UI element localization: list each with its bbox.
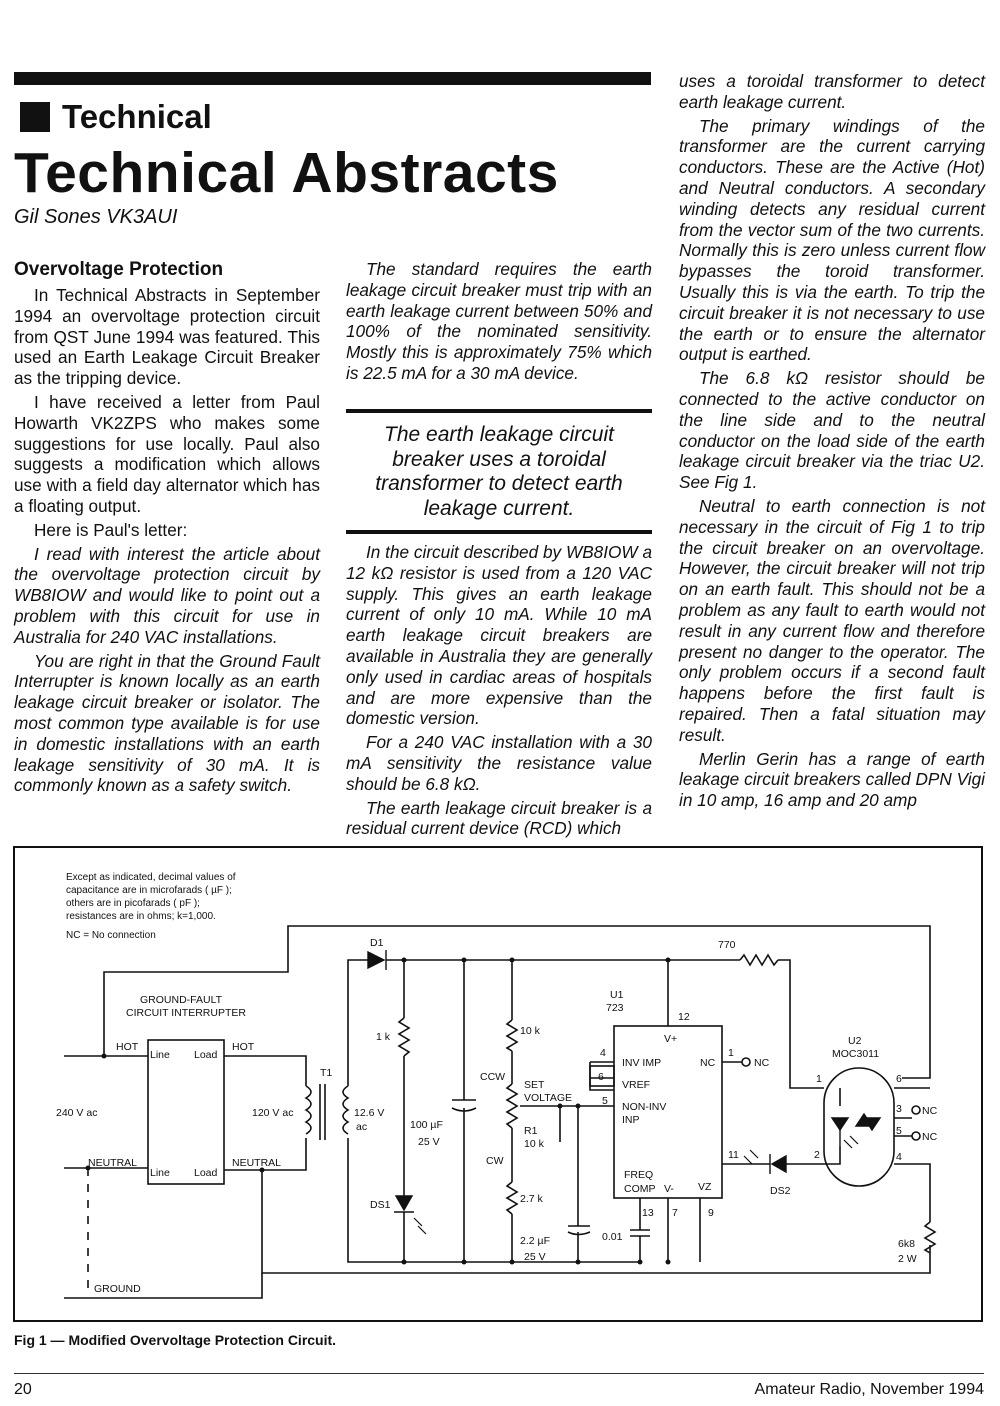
pin-number: 4 bbox=[600, 1047, 606, 1059]
label-6k8: 6k8 bbox=[898, 1238, 915, 1250]
label-t1: T1 bbox=[320, 1067, 333, 1079]
pin-non-inv: NON-INV bbox=[622, 1101, 667, 1113]
pin-number: 12 bbox=[678, 1011, 690, 1023]
label-line: Line bbox=[150, 1049, 170, 1061]
label-r1: R1 bbox=[524, 1125, 538, 1137]
label-r1-value: 10 k bbox=[524, 1138, 544, 1150]
pin-vref: VREF bbox=[622, 1079, 651, 1091]
pin-number: 1 bbox=[728, 1047, 734, 1059]
pin-vz: VZ bbox=[698, 1181, 712, 1193]
label-25v: 25 V bbox=[418, 1136, 440, 1148]
label-u2: U2 bbox=[848, 1035, 862, 1047]
figure-caption: Fig 1 — Modified Overvoltage Protection Circuit. bbox=[14, 1332, 337, 1348]
gfci-title: GROUND-FAULT bbox=[140, 994, 223, 1006]
pin-nc: NC bbox=[700, 1057, 716, 1069]
label-723: 723 bbox=[606, 1002, 624, 1014]
label-neutral-out: NEUTRAL bbox=[232, 1157, 282, 1169]
pin-freq: FREQ bbox=[624, 1169, 654, 1181]
label-d1: D1 bbox=[370, 937, 384, 949]
paragraph: In Technical Abstracts in September 1994 an overvoltage protection circuit from QST June 1994 was featured. This used an Earth Leakage Circuit Breaker as the tripping device. bbox=[14, 285, 320, 389]
label-neutral-in: NEUTRAL bbox=[88, 1157, 138, 1169]
label-moc3011: MOC3011 bbox=[832, 1048, 880, 1060]
paragraph: I read with interest the article about the overvoltage protection circuit by WB8IOW and would like to point out a problem with this circuit for use in Australia for 240 VAC installations. bbox=[14, 543, 320, 647]
label-770: 770 bbox=[718, 939, 736, 951]
pin-comp: COMP bbox=[624, 1183, 656, 1195]
footer-rule bbox=[14, 1373, 984, 1374]
label-001: 0.01 bbox=[602, 1231, 623, 1243]
label-ccw: CCW bbox=[480, 1071, 506, 1083]
label-100uf: 100 µF bbox=[410, 1119, 443, 1131]
label-nc: NC bbox=[922, 1131, 938, 1143]
label-nc: NC bbox=[754, 1057, 770, 1069]
label-hot-in: HOT bbox=[116, 1041, 139, 1053]
paragraph: The 6.8 kΩ resistor should be connected to the active conductor on the line side and to the neutral conductor on the load side of the earth leakage circuit breaker via the triac U2. See Fig 1. bbox=[679, 368, 985, 493]
component-labels bbox=[56, 937, 938, 1295]
label-1k: 1 k bbox=[376, 1031, 391, 1043]
label-ds1: DS1 bbox=[370, 1199, 391, 1211]
page-title: Technical Abstracts bbox=[14, 141, 559, 205]
label-u1: U1 bbox=[610, 989, 624, 1001]
pin-number: 4 bbox=[896, 1151, 902, 1163]
gfci-title: CIRCUIT INTERRUPTER bbox=[126, 1007, 246, 1019]
note-line: NC = No connection bbox=[66, 930, 156, 941]
label-nc: NC bbox=[922, 1105, 938, 1117]
pin-number: 13 bbox=[642, 1207, 654, 1219]
magazine-issue: Amateur Radio, November 1994 bbox=[754, 1381, 984, 1398]
page-number: 20 bbox=[14, 1381, 32, 1398]
label-10k: 10 k bbox=[520, 1025, 540, 1037]
paragraph: Neutral to earth connection is not necessary in the circuit of Fig 1 to trip the circuit breaker on an overvoltage. However, the circuit breaker will not trip on an earth fault. This should not be a problem as any fault to earth would not result in any current flow and therefore present no danger to the operator. The only problem occurs if a second fault happens before the first fault is repaired. Then a fatal situation may result. bbox=[679, 495, 985, 745]
label-12v6: 12.6 V bbox=[354, 1107, 385, 1119]
pin-number: 9 bbox=[708, 1207, 714, 1219]
section-text: Technical bbox=[62, 98, 212, 135]
article-heading: Overvoltage Protection bbox=[14, 259, 224, 280]
pin-vplus: V+ bbox=[664, 1033, 678, 1045]
note-line: Except as indicated, decimal values of bbox=[66, 872, 236, 883]
label-load: Load bbox=[194, 1167, 218, 1179]
paragraph: The earth leakage circuit breaker is a residual current device (RCD) which bbox=[346, 797, 652, 839]
pin-inp: INP bbox=[622, 1114, 640, 1126]
paragraph: uses a toroidal transformer to detect earth leakage current. bbox=[679, 71, 985, 112]
paragraph: The primary windings of the transformer are the current carrying conductors. These are the Active (Hot) and Neutral conductors. A secondary winding detects any residual current from the vector sum of the two currents. Normally this is zero unless current flow bypasses the toroid transformer. Usually this is via the earth. To trip the circuit breaker it is not necessary to use the earth or to ensure the alternator output is earthed. bbox=[679, 115, 985, 365]
label-2k7: 2.7 k bbox=[520, 1193, 543, 1205]
label-hot-out: HOT bbox=[232, 1041, 255, 1053]
pin-number: 1 bbox=[816, 1073, 822, 1085]
label-load: Load bbox=[194, 1049, 218, 1061]
paragraph: Merlin Gerin has a range of earth leakage circuit breakers called DPN Vigi in 10 amp, 16 amp and 20 amp bbox=[679, 748, 985, 811]
pin-number: 6 bbox=[598, 1071, 604, 1083]
pin-number: 7 bbox=[672, 1207, 678, 1219]
label-ac: ac bbox=[356, 1121, 368, 1133]
label-25v: 25 V bbox=[524, 1251, 546, 1263]
wires bbox=[64, 926, 935, 1298]
note-line: others are in picofarads ( pF ); bbox=[66, 898, 200, 909]
paragraph: The standard requires the earth leakage circuit breaker must trip with an earth leakage current between 50% and 100% of the nominated sensitivity. Mostly this is approximately 75% which is 22.5 mA for a 30 mA device. bbox=[346, 259, 652, 383]
pin-number: 5 bbox=[602, 1095, 608, 1107]
pin-number: 3 bbox=[896, 1103, 902, 1115]
paragraph: Here is Paul's letter: bbox=[34, 519, 188, 540]
pin-inv-imp: INV IMP bbox=[622, 1057, 662, 1069]
label-voltage: VOLTAGE bbox=[524, 1092, 573, 1104]
label-2u2: 2.2 µF bbox=[520, 1235, 550, 1247]
label-2w: 2 W bbox=[898, 1253, 917, 1265]
paragraph: For a 240 VAC installation with a 30 mA sensitivity the resistance value should be 6.8 kΩ. bbox=[346, 732, 652, 794]
pull-quote: The earth leakage circuit breaker uses a toroidal transformer to detect earth leakage current. bbox=[375, 423, 623, 520]
paragraph: I have received a letter from Paul Howarth VK2ZPS who makes some suggestions for use locally. Paul also suggests a modification which allows use with a field day alternator which has a floating output. bbox=[14, 391, 320, 516]
label-ds2: DS2 bbox=[770, 1185, 791, 1197]
note-line: resistances are in ohms; k=1,000. bbox=[66, 911, 216, 922]
label-set: SET bbox=[524, 1079, 545, 1091]
label-line: Line bbox=[150, 1167, 170, 1179]
pin-number: 2 bbox=[814, 1149, 820, 1161]
label-cw: CW bbox=[486, 1155, 504, 1167]
note-line: capacitance are in microfarads ( µF ); bbox=[66, 885, 232, 896]
pin-number: 6 bbox=[896, 1073, 902, 1085]
pin-vminus: V- bbox=[664, 1183, 674, 1195]
pin-number: 5 bbox=[896, 1125, 902, 1137]
label-240vac: 240 V ac bbox=[56, 1107, 98, 1119]
pin-number: 11 bbox=[728, 1149, 739, 1161]
paragraph: You are right in that the Ground Fault Interrupter is known locally as an earth leakage circuit breaker or isolator. The most common type available is for use in domestic installations with an earth leakage sensitivity of 30 mA. It is commonly known as a safety switch. bbox=[14, 650, 320, 796]
paragraph: In the circuit described by WB8IOW a 12 kΩ resistor is used from a 120 VAC supply. This gives an earth leakage current of only 10 mA. While 10 mA earth leakage circuit breakers are available in Australia they are generally only used in cardiac areas of hospitals and are more expensive than the domestic version. bbox=[346, 542, 652, 729]
label-120vac: 120 V ac bbox=[252, 1107, 294, 1119]
label-ground: GROUND bbox=[94, 1283, 141, 1295]
author-byline: Gil Sones VK3AUI bbox=[14, 206, 178, 228]
